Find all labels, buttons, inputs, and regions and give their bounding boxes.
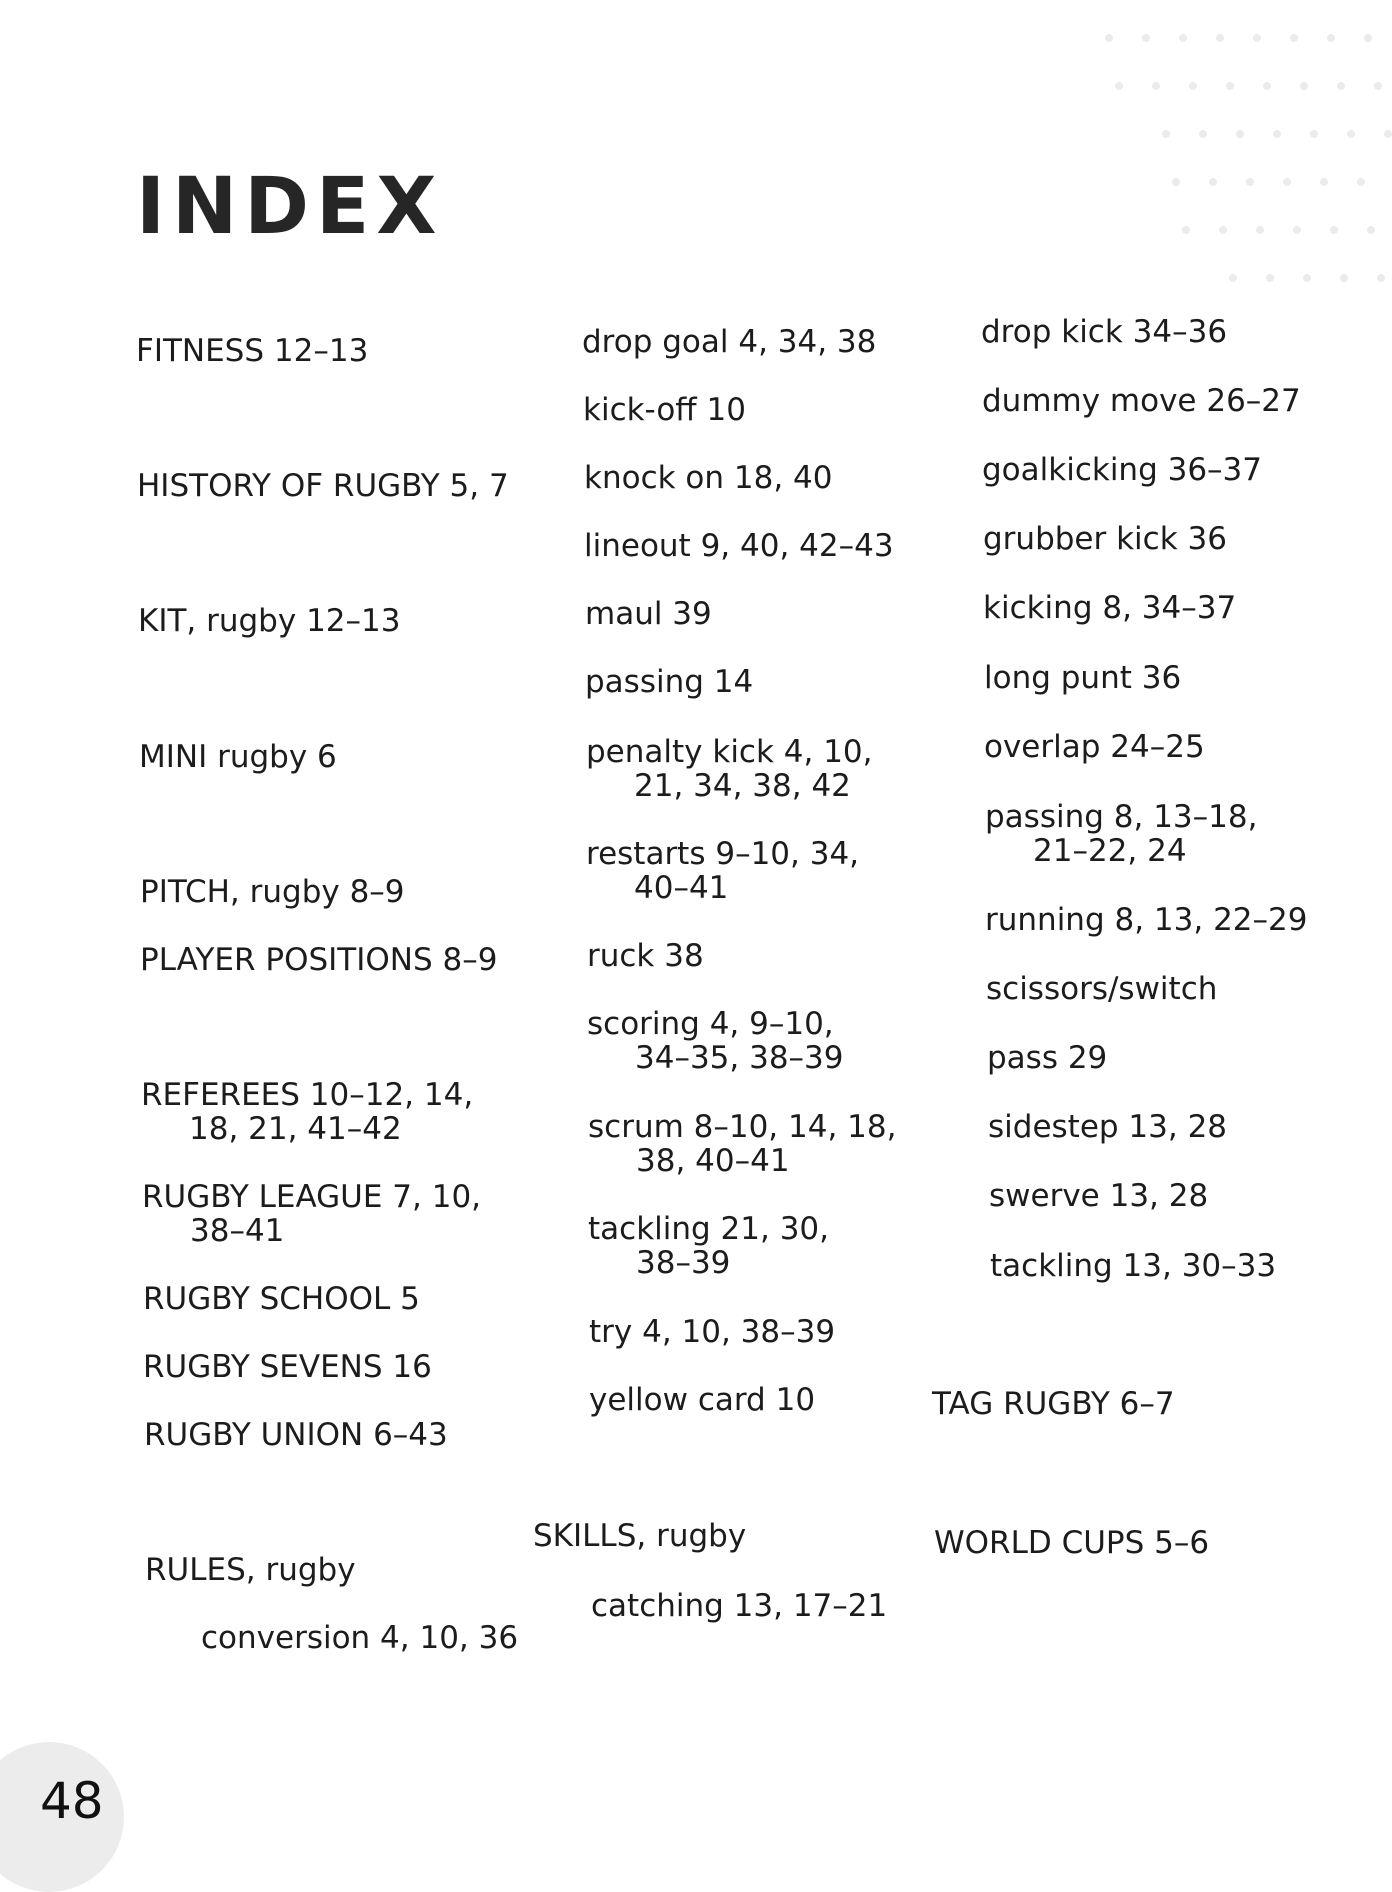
index-entry-pitch: PITCH, rugby 8–9 bbox=[140, 874, 405, 910]
decorative-dot bbox=[1347, 130, 1355, 138]
index-subentry-swerve: swerve 13, 28 bbox=[989, 1178, 1209, 1214]
index-entry-rugby-sevens: RUGBY SEVENS 16 bbox=[143, 1349, 432, 1385]
decorative-dot bbox=[1310, 130, 1318, 138]
index-entry-tag-rugby: TAG RUGBY 6–7 bbox=[932, 1386, 1175, 1422]
page-number: 48 bbox=[40, 1772, 104, 1830]
decorative-dot bbox=[1162, 130, 1170, 138]
decorative-dot bbox=[1293, 226, 1301, 234]
decorative-dot bbox=[1226, 82, 1234, 90]
decorative-dot bbox=[1199, 130, 1207, 138]
decorative-dot bbox=[1216, 34, 1224, 42]
decorative-dot bbox=[1179, 34, 1187, 42]
decorative-dot bbox=[1253, 34, 1261, 42]
index-entry-referees: REFEREES 10–12, 14, 18, 21, 41–42 bbox=[141, 1077, 474, 1147]
index-subentry-yellow-card: yellow card 10 bbox=[589, 1382, 816, 1418]
index-subentry-grubber-kick: grubber kick 36 bbox=[983, 521, 1227, 557]
decorative-dot bbox=[1367, 226, 1375, 234]
index-subentry-scrum: scrum 8–10, 14, 18, 38, 40–41 bbox=[588, 1109, 897, 1179]
decorative-dot bbox=[1273, 130, 1281, 138]
decorative-dot bbox=[1219, 226, 1227, 234]
decorative-dot bbox=[1357, 178, 1365, 186]
index-subentry-drop-goal: drop goal 4, 34, 38 bbox=[582, 324, 877, 360]
index-entry-rugby-league: RUGBY LEAGUE 7, 10, 38–41 bbox=[142, 1179, 482, 1249]
decorative-dot bbox=[1340, 274, 1348, 282]
index-subentry-tackling: tackling 21, 30, 38–39 bbox=[588, 1211, 830, 1281]
decorative-dot bbox=[1290, 34, 1298, 42]
decorative-dot bbox=[1384, 130, 1392, 138]
decorative-dot bbox=[1337, 82, 1345, 90]
index-entry-rugby-school: RUGBY SCHOOL 5 bbox=[143, 1281, 420, 1317]
index-subentry-restarts: restarts 9–10, 34, 40–41 bbox=[586, 836, 860, 906]
index-subentry-goalkicking: goalkicking 36–37 bbox=[982, 452, 1262, 488]
index-subentry-try: try 4, 10, 38–39 bbox=[589, 1314, 836, 1350]
index-subentry-overlap: overlap 24–25 bbox=[984, 729, 1205, 765]
index-entry-history-of-rugby: HISTORY OF RUGBY 5, 7 bbox=[137, 468, 509, 504]
decorative-dot bbox=[1152, 82, 1160, 90]
decorative-dot bbox=[1374, 82, 1382, 90]
index-subentry-passing-skill: passing 8, 13–18, 21–22, 24 bbox=[985, 799, 1258, 869]
index-subentry-ruck: ruck 38 bbox=[587, 938, 704, 974]
index-subentry-running: running 8, 13, 22–29 bbox=[985, 902, 1308, 938]
page-title: INDEX bbox=[136, 162, 444, 252]
index-subentry-scoring: scoring 4, 9–10, 34–35, 38–39 bbox=[587, 1006, 844, 1076]
decorative-dot bbox=[1182, 226, 1190, 234]
index-subentry-scissors-switch: scissors/switch bbox=[986, 971, 1218, 1007]
decorative-dot bbox=[1229, 274, 1237, 282]
index-entry-rugby-union: RUGBY UNION 6–43 bbox=[144, 1417, 448, 1453]
index-subentry-sidestep: sidestep 13, 28 bbox=[988, 1109, 1228, 1145]
decorative-dot bbox=[1209, 178, 1217, 186]
decorative-dot bbox=[1189, 82, 1197, 90]
decorative-dot bbox=[1283, 178, 1291, 186]
index-subentry-penalty-kick: penalty kick 4, 10, 21, 34, 38, 42 bbox=[586, 734, 873, 804]
index-subentry-passing: passing 14 bbox=[585, 664, 754, 700]
index-entry-kit: KIT, rugby 12–13 bbox=[138, 603, 401, 639]
decorative-dot bbox=[1300, 82, 1308, 90]
index-entry-mini-rugby: MINI rugby 6 bbox=[139, 739, 337, 775]
decorative-dot bbox=[1377, 274, 1385, 282]
decorative-dot bbox=[1256, 226, 1264, 234]
index-subentry-catching: catching 13, 17–21 bbox=[591, 1588, 888, 1624]
index-subentry-long-punt: long punt 36 bbox=[984, 660, 1182, 696]
decorative-dot bbox=[1115, 82, 1123, 90]
index-entry-skills: SKILLS, rugby bbox=[533, 1518, 747, 1554]
decorative-dot bbox=[1172, 178, 1180, 186]
index-entry-fitness: FITNESS 12–13 bbox=[136, 333, 369, 369]
index-entry-player-positions: PLAYER POSITIONS 8–9 bbox=[140, 942, 498, 978]
decorative-dot bbox=[1142, 34, 1150, 42]
index-subentry-pass: pass 29 bbox=[987, 1040, 1108, 1076]
index-subentry-lineout: lineout 9, 40, 42–43 bbox=[584, 528, 894, 564]
index-subentry-kick-off: kick-off 10 bbox=[583, 392, 746, 428]
index-subentry-tackling-skill: tackling 13, 30–33 bbox=[990, 1248, 1277, 1284]
index-subentry-maul: maul 39 bbox=[585, 596, 712, 632]
index-subentry-drop-kick: drop kick 34–36 bbox=[981, 314, 1228, 350]
index-subentry-kicking: kicking 8, 34–37 bbox=[983, 590, 1237, 626]
index-entry-rules: RULES, rugby bbox=[145, 1552, 356, 1588]
index-entry-world-cups: WORLD CUPS 5–6 bbox=[934, 1525, 1210, 1561]
index-subentry-dummy-move: dummy move 26–27 bbox=[982, 383, 1301, 419]
index-subentry-conversion: conversion 4, 10, 36 bbox=[201, 1620, 519, 1656]
decorative-dot bbox=[1303, 274, 1311, 282]
decorative-dot bbox=[1320, 178, 1328, 186]
decorative-dot bbox=[1246, 178, 1254, 186]
dot-pattern-decoration bbox=[1052, 0, 1392, 310]
decorative-dot bbox=[1330, 226, 1338, 234]
decorative-dot bbox=[1236, 130, 1244, 138]
decorative-dot bbox=[1263, 82, 1271, 90]
index-subentry-knock-on: knock on 18, 40 bbox=[584, 460, 833, 496]
decorative-dot bbox=[1327, 34, 1335, 42]
decorative-dot bbox=[1266, 274, 1274, 282]
decorative-dot bbox=[1105, 34, 1113, 42]
decorative-dot bbox=[1364, 34, 1372, 42]
